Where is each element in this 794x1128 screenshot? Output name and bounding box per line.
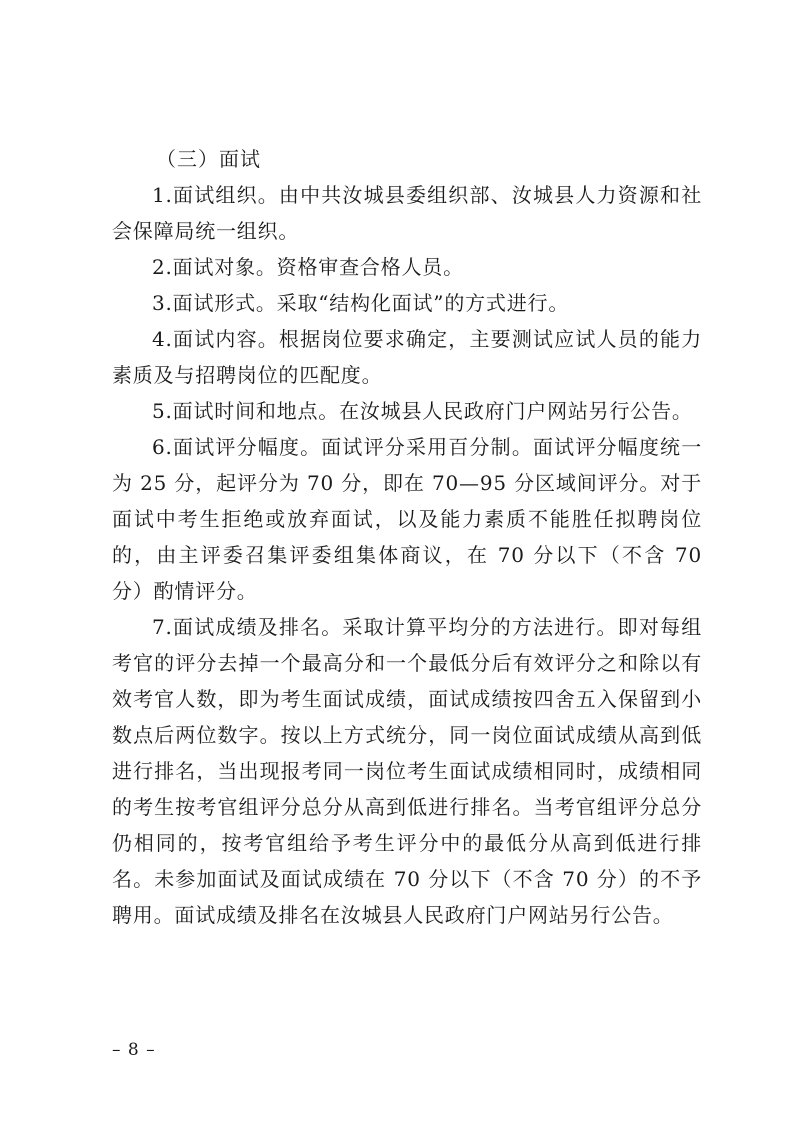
paragraph-interview-scoring-range: 6.面试评分幅度。面试评分采用百分制。面试评分幅度统一为 25 分，起评分为 70 分，即在 70—95 分区域间评分。对于面试中考生拒绝或放弃面试，以及能力素质不能胜任拟聘岗位的，由主评委召集评委组集体商议，在 70 分以下（不含 70 分）酌情评分。 [112,435,702,603]
paragraph-interview-format: 3.面试形式。采取“结构化面试”的方式进行。 [152,291,570,315]
paragraph-interview-candidates: 2.面试对象。资格审查合格人员。 [152,255,464,279]
paragraph-interview-time-place: 5.面试时间和地点。在汝城县人民政府门户网站另行公告。 [152,399,693,423]
page-number: – 8 – [112,1040,156,1060]
paragraph-interview-scores-ranking: 7.面试成绩及排名。采取计算平均分的方法进行。即对每组考官的评分去掉一个最高分和一个最低分后有效评分之和除以有效考官人数，即为考生面试成绩，面试成绩按四舍五入保留到小数点后两位数字。按以上方式统分，同一岗位面试成绩从高到低进行排名，当出现报考同一岗位考生面试成绩相同时，成绩相同的考生按考官组评分总分从高到低进行排名。当考官组评分总分仍相同的，按考官组给予考生评分中的最低分从高到低进行排名。未参加面试及面试成绩在 70 分以下（不含 70 分）的不予聘用。面试成绩及排名在汝城县人民政府门户网站另行公告。 [112,615,702,927]
section-heading: （三）面试 [156,147,261,171]
paragraph-interview-content: 4.面试内容。根据岗位要求确定，主要测试应试人员的能力素质及与招聘岗位的匹配度。 [112,327,702,387]
document-body [112,141,702,933]
paragraph-interview-organization: 1.面试组织。由中共汝城县委组织部、汝城县人力资源和社会保障局统一组织。 [112,183,702,243]
